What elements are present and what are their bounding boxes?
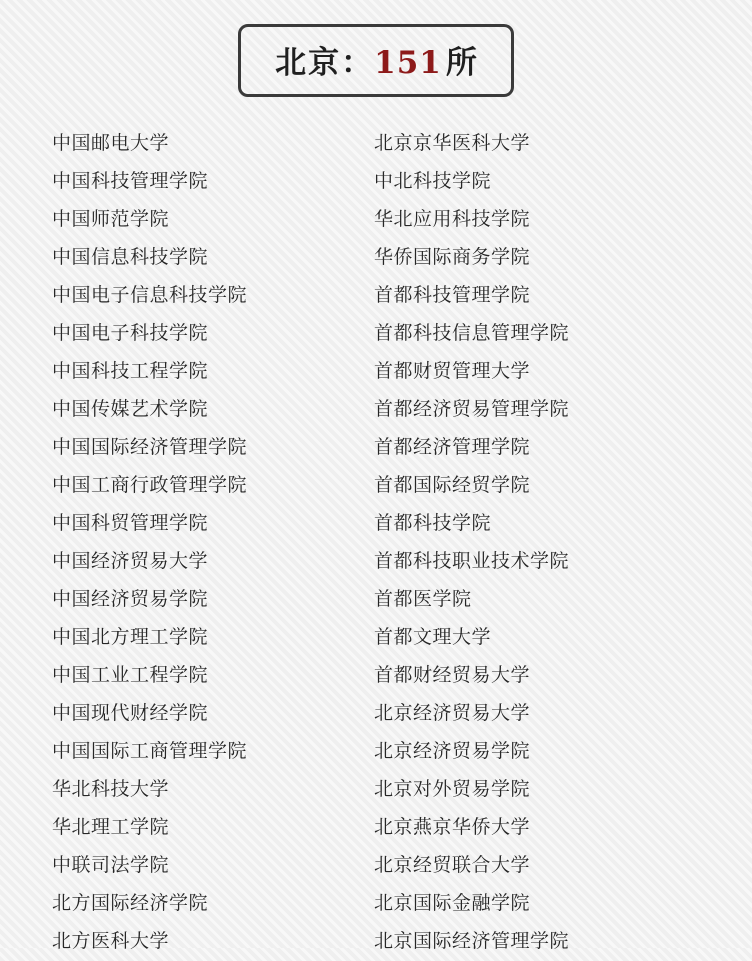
list-item: 首都科技职业技术学院 — [374, 551, 570, 572]
list-item: 北京经济贸易学院 — [374, 741, 531, 762]
list-item: 中国邮电大学 — [52, 133, 170, 154]
list-item: 中北科技学院 — [374, 171, 492, 192]
list-item: 中联司法学院 — [52, 855, 170, 876]
list-item: 首都经济管理学院 — [374, 437, 531, 458]
list-item: 中国信息科技学院 — [52, 247, 209, 268]
title-colon: ： — [341, 45, 373, 81]
list-item: 首都财贸管理大学 — [374, 361, 531, 382]
list-item: 华北科技大学 — [52, 779, 170, 800]
list-item: 中国传媒艺术学院 — [52, 399, 209, 420]
list-item: 中国国际工商管理学院 — [52, 741, 248, 762]
city-title-box — [238, 24, 514, 97]
list-item: 中国电子信息科技学院 — [52, 285, 248, 306]
list-item: 华侨国际商务学院 — [374, 247, 531, 268]
list-item: 华北理工学院 — [52, 817, 170, 838]
list-item: 首都文理大学 — [374, 627, 492, 648]
list-item: 华北应用科技学院 — [374, 209, 531, 230]
list-item: 首都科技学院 — [374, 513, 492, 534]
list-item: 北京京华医科大学 — [374, 133, 531, 154]
list-item: 中国师范学院 — [52, 209, 170, 230]
list-item: 中国现代财经学院 — [52, 703, 209, 724]
list-item: 中国工业工程学院 — [52, 665, 209, 686]
school-list-right-column — [374, 125, 704, 961]
list-item: 北京燕京华侨大学 — [374, 817, 531, 838]
list-item: 北京国际经济管理学院 — [374, 931, 570, 952]
school-count: 151 — [374, 45, 442, 81]
list-item: 中国北方理工学院 — [52, 627, 209, 648]
school-list-left-column — [52, 125, 374, 961]
list-item: 北京经贸联合大学 — [374, 855, 531, 876]
list-item: 中国电子科技学院 — [52, 323, 209, 344]
count-unit: 所 — [445, 45, 477, 81]
list-item: 首都财经贸易大学 — [374, 665, 531, 686]
list-item: 中国科贸管理学院 — [52, 513, 209, 534]
list-item: 首都科技管理学院 — [374, 285, 531, 306]
list-item: 北方国际经济学院 — [52, 893, 209, 914]
list-item: 北京对外贸易学院 — [374, 779, 531, 800]
list-item: 中国科技管理学院 — [52, 171, 209, 192]
list-item: 中国工商行政管理学院 — [52, 475, 248, 496]
title-area — [0, 24, 752, 97]
school-list — [0, 125, 752, 961]
list-item: 首都科技信息管理学院 — [374, 323, 570, 344]
city-name: 北京 — [275, 45, 342, 81]
list-item: 中国国际经济管理学院 — [52, 437, 248, 458]
list-item: 中国科技工程学院 — [52, 361, 209, 382]
list-item: 首都经济贸易管理学院 — [374, 399, 570, 420]
list-item: 首都国际经贸学院 — [374, 475, 531, 496]
list-item: 首都医学院 — [374, 589, 472, 610]
list-item: 北京国际金融学院 — [374, 893, 531, 914]
list-item: 北方医科大学 — [52, 931, 170, 952]
list-item: 北京经济贸易大学 — [374, 703, 531, 724]
list-item: 中国经济贸易学院 — [52, 589, 209, 610]
list-item: 中国经济贸易大学 — [52, 551, 209, 572]
